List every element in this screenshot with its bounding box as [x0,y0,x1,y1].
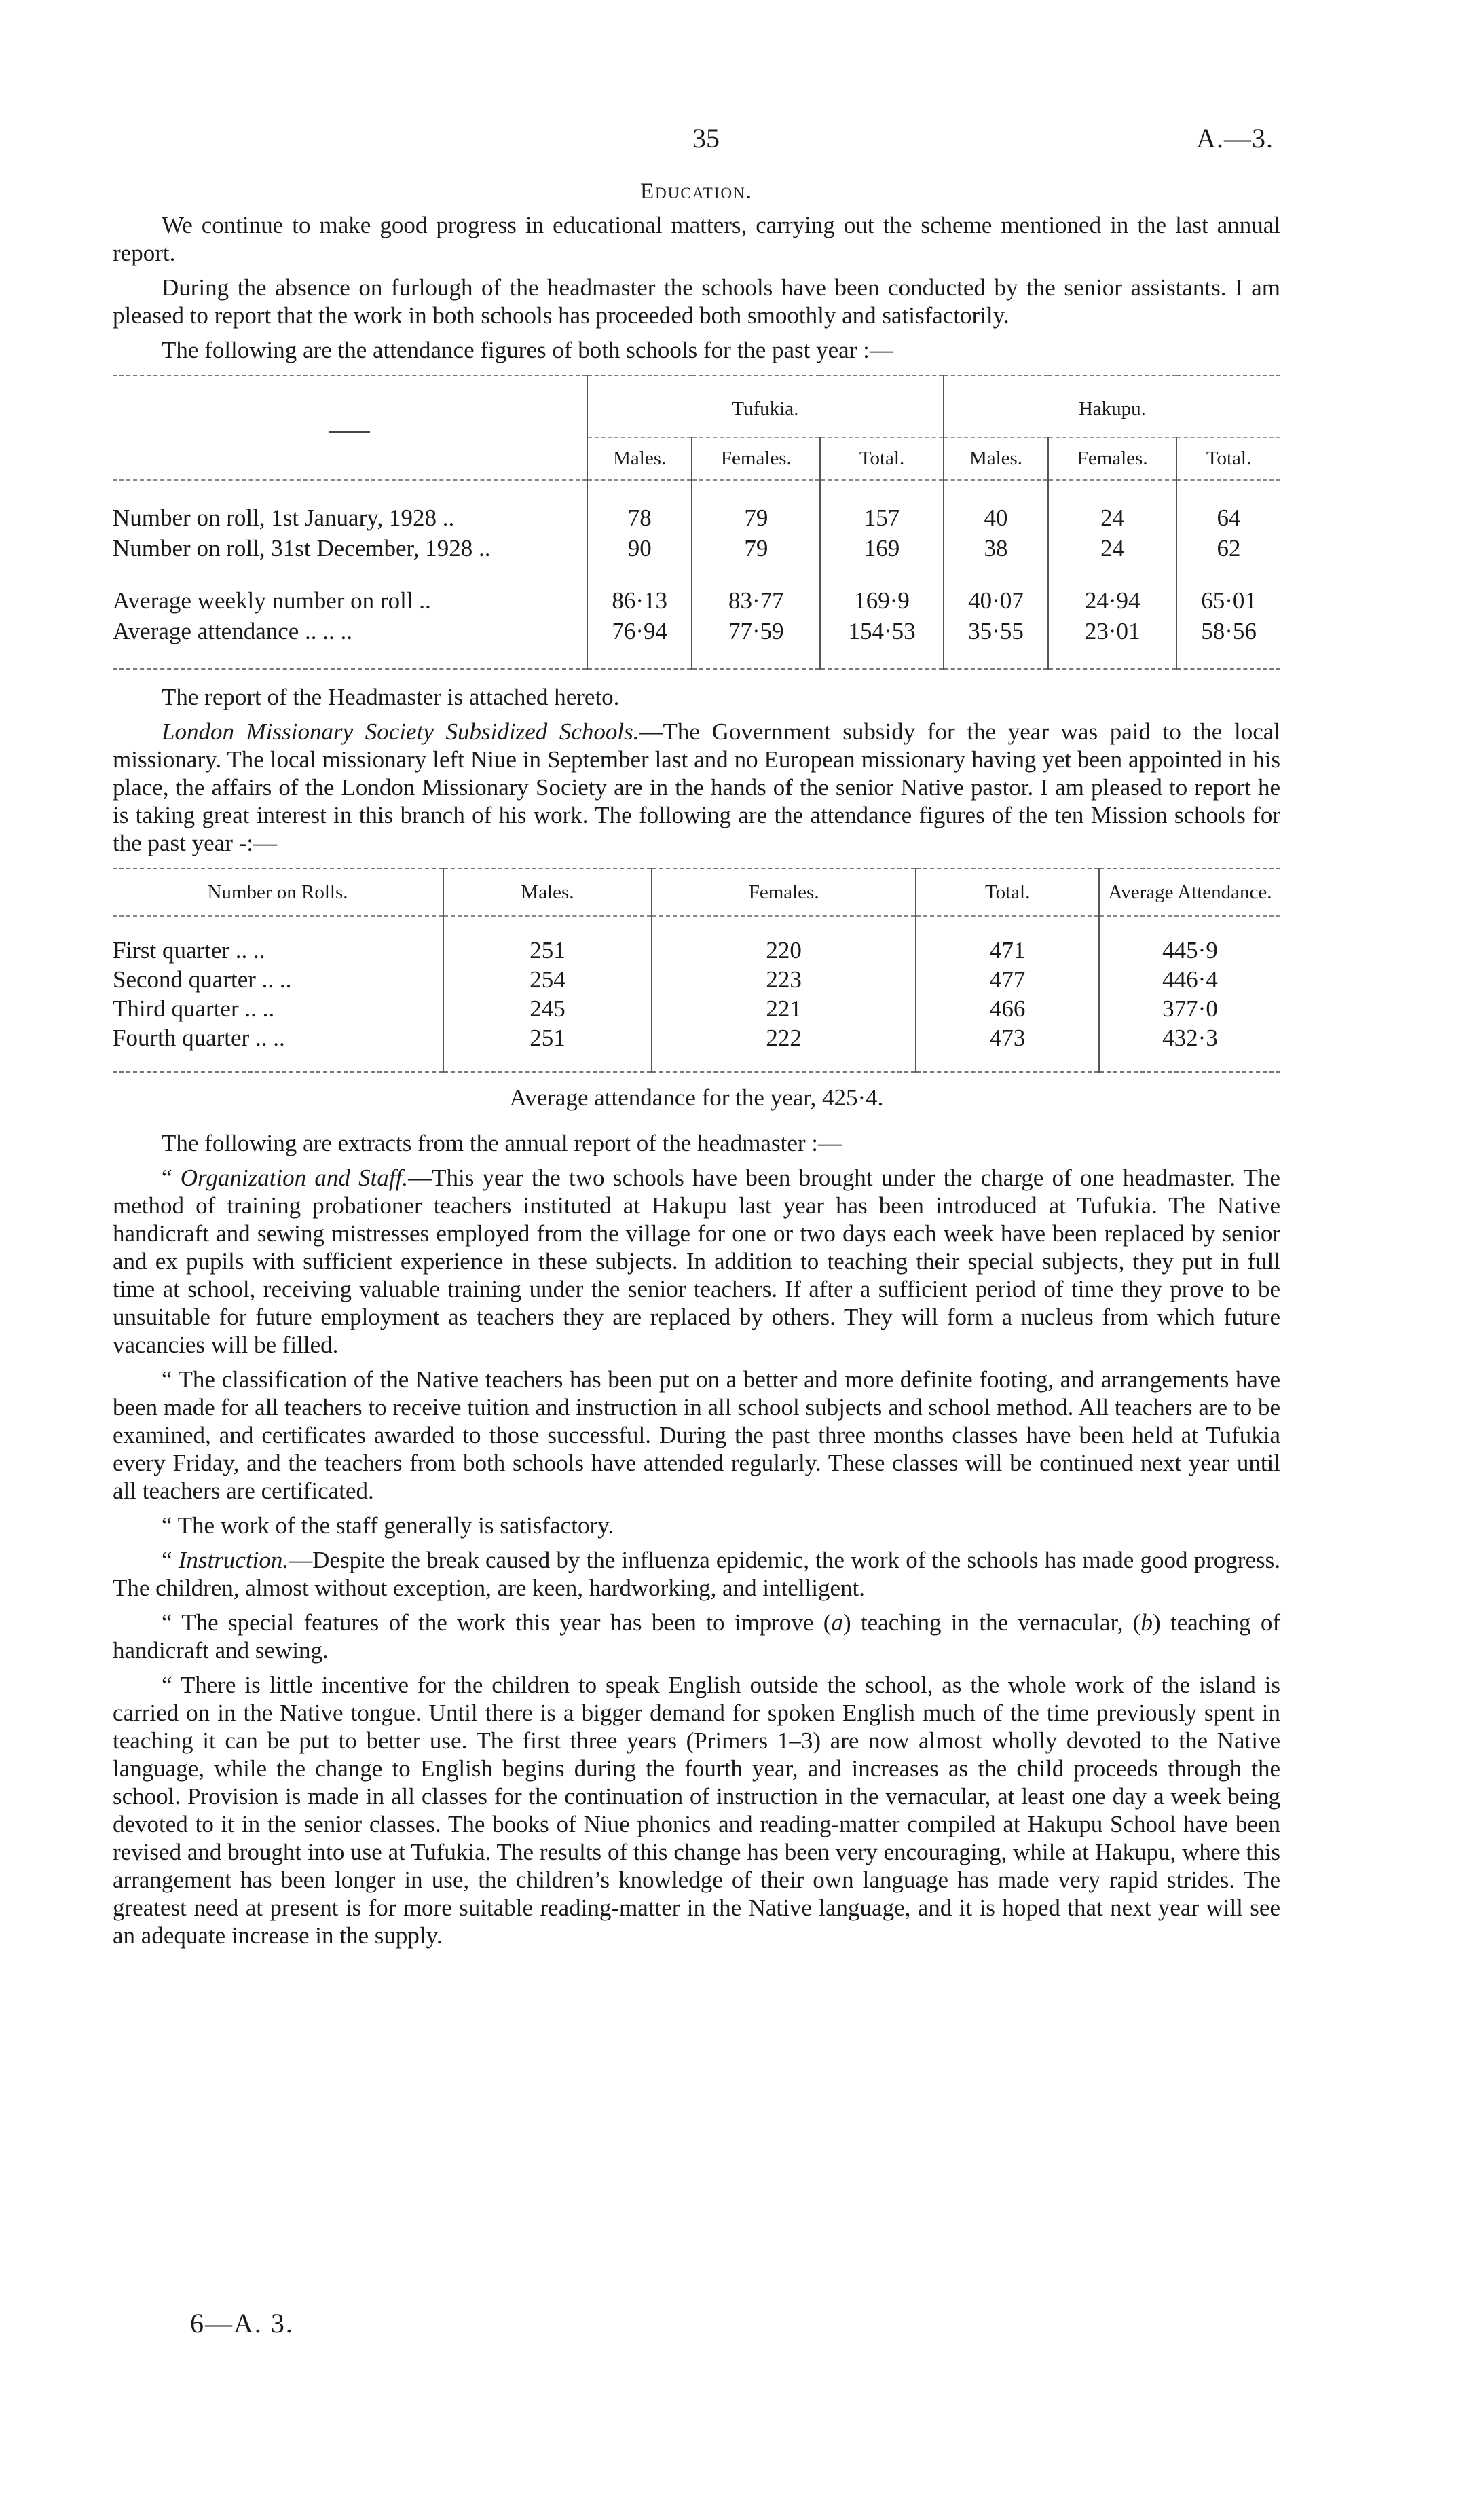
page-header [0,122,1484,163]
row-label: First quarter .. .. [113,937,265,964]
row-label: Third quarter .. .. [113,995,275,1022]
table2-col-header: Number on Rolls. [113,868,443,916]
table-cell: 24·94 [1048,585,1176,616]
row-label: Number on roll, 1st January, 1928 .. [113,505,455,531]
row-label: Second quarter .. .. [113,966,292,993]
table1-group-tufukia: Tufukia. [587,375,944,437]
organization-title: Organization and Staff. [180,1165,409,1191]
table-cell: 245 [443,994,652,1023]
table-cell: 223 [652,965,916,994]
intro-paragraph-2: During the absence on furlough of the headmaster the schools have been conducted by the senior assistants. I am pleased to report that the work in both schools has proceeded both smoothly and satisfactorily. [113,274,1280,329]
table-cell: 432·3 [1099,1023,1280,1052]
table-cell: 64 [1176,502,1280,533]
section-heading: Education. [640,179,753,204]
attendance-table-schools [113,375,1280,670]
table-row [113,1023,1280,1052]
special-letter-b: b [1140,1609,1153,1636]
table2-col-header: Average Attendance. [1099,868,1280,916]
table1-col-header: Total. [1176,437,1280,480]
attendance-table-mission [113,868,1280,1073]
table1-corner [113,375,587,480]
table-cell: 76·94 [587,616,692,646]
table-row [113,965,1280,994]
row-label: Number on roll, 31st December, 1928 .. [113,535,491,562]
table-cell: 254 [443,965,652,994]
table-cell: 466 [916,994,1099,1023]
table-cell: 251 [443,936,652,965]
document-reference: A.—3. [1196,123,1274,153]
instruction-paragraph: “ Instruction.—Despite the break caused by the influenza epidemic, the work of the schools has made good progress. The children, almost without exception, are keen, hardworking, and intelligent. [113,1547,1280,1601]
row-label: Fourth quarter .. .. [113,1025,285,1051]
table1-col-header: Females. [1048,437,1176,480]
table-cell: 62 [1176,533,1280,564]
special-text-c: ) teaching of handicraft and sewing. [113,1609,1280,1664]
table-cell: 154·53 [820,616,944,646]
footer-signature: 6—A. 3. [190,2308,294,2339]
organization-paragraph: “ Organization and Staff.—This year the two schools have been brought under the charge of one headmaster. The method of training probationer teachers instituted at Hakupu last year has been introduced at Tufukia. The Native handicraft and sewing mistresses employed from the village for one or two days each week have been replaced by senior and ex pupils with sufficient experience in these subjects. In addition to teaching their special subjects, they put in full time at school, receiving valuable training under the senior teachers. If after a sufficient period of time they prove to be unsuitable for future employment as teachers they are replaced by others. They will form a nucleus from which future vacancies will be filled. [113,1165,1280,1358]
page-content [113,178,1280,1956]
table1-col-header: Total. [820,437,944,480]
instruction-text: —Despite the break caused by the influenza epidemic, the work of the schools has made good progress. The children, almost without exception, are keen, hardworking, and intelligent. [113,1547,1280,1601]
dash-mark [329,431,370,433]
table-row [113,502,1280,533]
table-cell: 38 [944,533,1048,564]
table-cell: 23·01 [1048,616,1176,646]
table-cell: 58·56 [1176,616,1280,646]
table1-col-header: Females. [692,437,820,480]
lms-paragraph [113,718,1280,857]
intro-paragraph-1: We continue to make good progress in educational matters, carrying out the scheme mentioned in the last annual report. [113,212,1280,266]
lms-title: London Missionary Society Subsidized Schools. [162,718,639,745]
page-number: 35 [692,123,720,153]
table-cell: 86·13 [587,585,692,616]
row-label: Average weekly number on roll .. [113,587,431,614]
special-letter-a: a [831,1609,843,1636]
table-cell: 78 [587,502,692,533]
special-features-paragraph [113,1609,1280,1664]
table-row [113,994,1280,1023]
table2-col-header: Males. [443,868,652,916]
table-cell: 24 [1048,502,1176,533]
table-cell: 65·01 [1176,585,1280,616]
table2-col-header: Females. [652,868,916,916]
organization-text: —This year the two schools have been brought under the charge of one headmaster. The method of training probationer teachers instituted at Hakupu last year has been introduced at Tufukia. The Native handicraft and sewing mistresses employed from the village for one or two days each week have been replaced by senior and ex pupils with sufficient experience in these subjects. In addition to teaching their special subjects, they put in full time at school, receiving valuable training under the senior teachers. If after a sufficient period of time they prove to be unsuitable for future employment as teachers they are replaced by others. They will form a nucleus from which future vacancies will be filled. [113,1165,1280,1358]
table-cell: 477 [916,965,1099,994]
table-cell: 473 [916,1023,1099,1052]
table-cell: 169·9 [820,585,944,616]
table-cell: 220 [652,936,916,965]
table-cell: 251 [443,1023,652,1052]
table-cell: 222 [652,1023,916,1052]
lms-text: —The Government subsidy for the year was paid to the local missionary. The local missionary left Niue in September last and no European missionary having yet been appointed in his place, the affairs of the London Missionary Society are in the hands of the senior Native pastor. I am pleased to report he is taking great interest in this branch of his work. The following are the attendance figures of the ten Mission schools for the past year -:— [113,718,1281,856]
table-row [113,585,1280,616]
table-row [113,616,1280,646]
instruction-title: Instruction. [178,1547,289,1573]
table1-col-header: Males. [587,437,692,480]
table-row [113,936,1280,965]
headmaster-report-note: The report of the Headmaster is attached hereto. [162,684,620,710]
table-cell: 77·59 [692,616,820,646]
table-cell: 35·55 [944,616,1048,646]
table-cell: 471 [916,936,1099,965]
table1-group-hakupu: Hakupu. [944,375,1280,437]
intro-paragraph-3: The following are the attendance figures of both schools for the past year :— [162,337,893,363]
incentive-paragraph: “ There is little incentive for the children to speak English outside the school, as the whole work of the island is carried on in the Native tongue. Until there is a bigger demand for spoken English much of the time previously spent in teaching it can be put to better use. The first three years (Primers 1–3) are now almost wholly devoted to the Native language, while the change to English begins during the fourth year, and increases as the child proceeds through the school. Provision is made in all classes for the continuation of instruction in the vernacular, at least one day a week being devoted to it in the senior classes. The books of Niue phonics and reading-matter compiled at Hakupu School have been revised and brought into use at Tufukia. The results of this change has been very encouraging, while at Hakupu, where this arrangement has been longer in use, the children’s knowledge of their own language has made very rapid strides. The greatest need at present is for more suitable reading-matter in the Native language, and it is hoped that next year will see an adequate increase in the supply. [113,1672,1280,1949]
table-cell: 79 [692,533,820,564]
table-cell: 445·9 [1099,936,1280,965]
row-label: Average attendance .. .. .. [113,618,353,644]
table-cell: 157 [820,502,944,533]
table-cell: 377·0 [1099,994,1280,1023]
table-cell: 83·77 [692,585,820,616]
table-cell: 40 [944,502,1048,533]
table-cell: 79 [692,502,820,533]
special-text-a: “ The special features of the work this year has been to improve ( [162,1609,832,1636]
table-cell: 40·07 [944,585,1048,616]
table1-col-header: Males. [944,437,1048,480]
table-cell: 24 [1048,533,1176,564]
table-row [113,533,1280,564]
table2-col-header: Total. [916,868,1099,916]
table-cell: 90 [587,533,692,564]
special-text-b: ) teaching in the vernacular, ( [842,1609,1141,1636]
extracts-intro: The following are extracts from the annual report of the headmaster :— [162,1130,842,1156]
table-cell: 169 [820,533,944,564]
classification-paragraph: “ The classification of the Native teachers has been put on a better and more definite footing, and arrangements have been made for all teachers to receive tuition and instruction in all school subjects and school method. All teachers are to be examined, and certificates awarded to those successful. During the past three months classes have been held at Tufukia every Friday, and the teachers from both schools have attended regularly. These classes will be continued next year until all teachers are certificated. [113,1366,1280,1504]
staff-paragraph: “ The work of the staff generally is satisfactory. [162,1512,614,1539]
average-attendance-line: Average attendance for the year, 425·4. [509,1084,884,1111]
table-cell: 446·4 [1099,965,1280,994]
table-cell: 221 [652,994,916,1023]
